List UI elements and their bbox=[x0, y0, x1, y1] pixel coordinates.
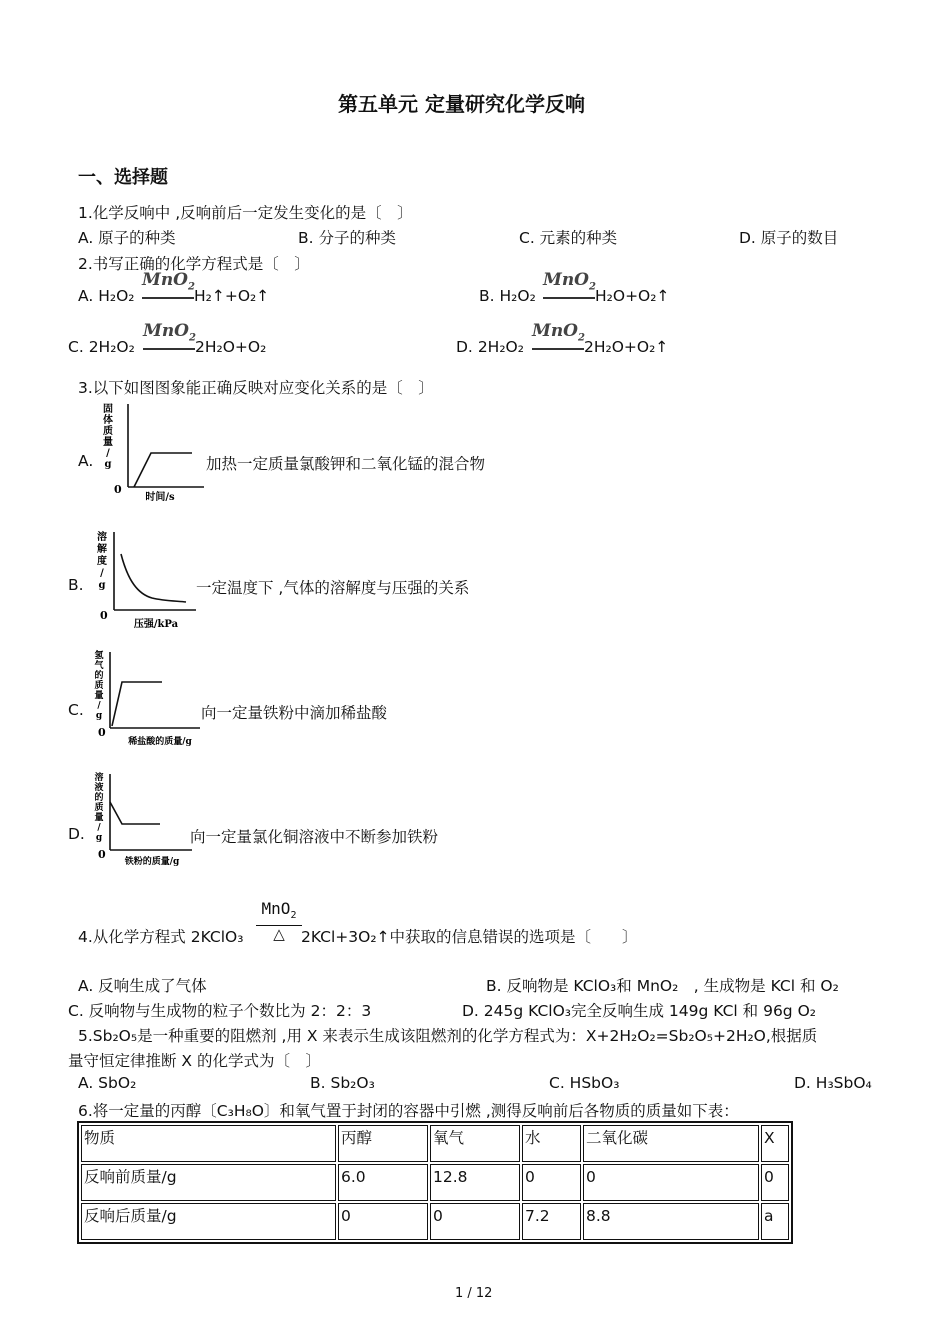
q2-b-label: B. bbox=[479, 287, 495, 305]
q1-option-b[interactable]: B. 分子的种类 bbox=[298, 229, 396, 247]
svg-text:稀盐酸的质量/g: 稀盐酸的质量/g bbox=[128, 737, 192, 747]
svg-text:度: 度 bbox=[97, 556, 107, 567]
q2-b-left: H₂O₂ bbox=[499, 287, 536, 305]
q2-stem: 2.书写正确的化学方程式是〔 〕 bbox=[78, 255, 310, 273]
q6-mass-table bbox=[77, 1121, 793, 1244]
svg-text:固: 固 bbox=[103, 404, 113, 415]
table-cell: a bbox=[761, 1203, 789, 1240]
svg-text:质: 质 bbox=[94, 681, 104, 691]
svg-text:质: 质 bbox=[94, 803, 104, 813]
svg-text:量: 量 bbox=[103, 437, 113, 448]
q2-b-condition: MnO$_2$ bbox=[543, 271, 595, 299]
q2-a-label: A. bbox=[78, 287, 94, 305]
table-cell: 反响前质量/g bbox=[81, 1164, 336, 1201]
q2-option-a[interactable] bbox=[78, 287, 135, 305]
svg-text:g: g bbox=[95, 833, 103, 843]
q3-c-label[interactable]: C. bbox=[68, 701, 84, 719]
q3-a-graph bbox=[96, 398, 206, 504]
q3-c-ylabel bbox=[94, 649, 104, 721]
q5-option-b[interactable]: B. Sb₂O₃ bbox=[310, 1074, 375, 1092]
table-cell: 12.8 bbox=[430, 1164, 520, 1201]
q3-d-text: 向一定量氯化铜溶液中不断参加铁粉 bbox=[190, 828, 439, 846]
q3-d-ylabel bbox=[94, 771, 103, 843]
q5-option-a[interactable]: A. SbO₂ bbox=[78, 1074, 137, 1092]
svg-text:时间/s: 时间/s bbox=[145, 492, 175, 503]
q2-a-left: H₂O₂ bbox=[98, 287, 135, 305]
svg-text:体: 体 bbox=[103, 415, 113, 426]
q2-option-d[interactable] bbox=[456, 338, 524, 356]
svg-text:g: g bbox=[104, 459, 112, 470]
table-cell: 0 bbox=[761, 1164, 789, 1201]
q2-c-condition: MnO$_2$ bbox=[143, 322, 195, 350]
q5-option-d[interactable]: D. H₃SbO₄ bbox=[794, 1074, 872, 1092]
q2-option-c[interactable] bbox=[68, 338, 135, 356]
svg-text:压强/kPa: 压强/kPa bbox=[133, 619, 179, 630]
table-cell: 0 bbox=[430, 1203, 520, 1240]
table-row bbox=[81, 1164, 789, 1201]
q2-b-right: H₂O+O₂↑ bbox=[595, 287, 670, 305]
q2-a-condition: MnO$_2$ bbox=[142, 271, 194, 299]
q6-stem: 6.将一定量的丙醇〔C₃H₈O〕和氧气置于封闭的容器中引燃 ,测得反响前后各物质的质量如下表： bbox=[78, 1102, 739, 1120]
q5-stem-line1: 5.Sb₂O₅是一种重要的阻燃剂 ,用 X 来表示生成该阻燃剂的化学方程式为：X+2H₂O₂=Sb₂O₅+2H₂O,根据质 bbox=[78, 1027, 818, 1045]
svg-text:气: 气 bbox=[94, 661, 104, 671]
q1-stem: 1.化学反响中 ,反响前后一定发生变化的是〔 〕 bbox=[78, 204, 413, 222]
q4-option-c[interactable]: C. 反响物与生成物的粒子个数比为 2：2：3 bbox=[68, 1002, 372, 1020]
q2-d-condition: MnO$_2$ bbox=[532, 322, 584, 350]
q2-c-left: 2H₂O₂ bbox=[88, 338, 135, 356]
q4-option-d[interactable]: D. 245g KClO₃完全反响生成 149g KCl 和 96g O₂ bbox=[462, 1002, 816, 1020]
q3-b-ylabel bbox=[97, 530, 108, 591]
q1-option-d[interactable]: D. 原子的数目 bbox=[739, 229, 839, 247]
q2-a-right: H₂↑+O₂↑ bbox=[194, 287, 270, 305]
svg-text:/: / bbox=[97, 823, 101, 833]
section-heading: 一、选择题 bbox=[78, 167, 168, 188]
svg-text:0: 0 bbox=[98, 726, 106, 739]
q4-stem-pre: 4.从化学方程式 2KClO₃ bbox=[78, 928, 244, 946]
svg-text:量: 量 bbox=[94, 691, 104, 701]
q2-d-right: 2H₂O+O₂↑ bbox=[584, 338, 669, 356]
svg-text:质: 质 bbox=[103, 426, 113, 437]
q4-option-b[interactable]: B. 反响物是 KClO₃和 MnO₂ , 生成物是 KCl 和 O₂ bbox=[486, 977, 839, 995]
svg-text:的: 的 bbox=[94, 671, 104, 681]
svg-text:0: 0 bbox=[98, 848, 106, 861]
table-header-cell: 二氧化碳 bbox=[583, 1125, 759, 1162]
table-cell: 0 bbox=[338, 1203, 428, 1240]
heat-symbol: △ bbox=[273, 925, 285, 944]
q4-condition: MnO$_2$ △ bbox=[256, 900, 302, 942]
q3-stem: 3.以下如图图象能正确反映对应变化关系的是〔 〕 bbox=[78, 379, 434, 397]
table-header-cell: 丙醇 bbox=[338, 1125, 428, 1162]
q5-option-c[interactable]: C. HSbO₃ bbox=[549, 1074, 620, 1092]
table-cell: 反响后质量/g bbox=[81, 1203, 336, 1240]
q3-a-text: 加热一定质量氯酸钾和二氧化锰的混合物 bbox=[206, 455, 486, 473]
table-header-row bbox=[81, 1125, 789, 1162]
q2-c-label: C. bbox=[68, 338, 84, 356]
svg-text:溶: 溶 bbox=[94, 773, 104, 783]
q2-d-left: 2H₂O₂ bbox=[477, 338, 524, 356]
table-header-cell: 氧气 bbox=[430, 1125, 520, 1162]
q1-option-c[interactable]: C. 元素的种类 bbox=[519, 229, 618, 247]
q3-b-label[interactable]: B. bbox=[68, 576, 84, 594]
svg-text:0: 0 bbox=[114, 483, 122, 496]
svg-text:溶: 溶 bbox=[97, 532, 107, 543]
table-cell: 0 bbox=[522, 1164, 581, 1201]
q2-d-label: D. bbox=[456, 338, 473, 356]
q3-b-text: 一定温度下 ,气体的溶解度与压强的关系 bbox=[196, 579, 470, 597]
q3-d-label[interactable]: D. bbox=[68, 825, 85, 843]
q3-c-graph bbox=[88, 648, 206, 752]
q5-stem-line2: 量守恒定律推断 X 的化学式为〔 〕 bbox=[68, 1052, 321, 1070]
svg-text:g: g bbox=[98, 580, 106, 591]
svg-text:氢: 氢 bbox=[94, 651, 104, 661]
table-cell: 7.2 bbox=[522, 1203, 581, 1240]
page-number: 1 / 12 bbox=[455, 1286, 493, 1301]
q3-c-text: 向一定量铁粉中滴加稀盐酸 bbox=[201, 704, 388, 722]
svg-text:量: 量 bbox=[94, 813, 104, 823]
q3-b-graph bbox=[90, 526, 200, 630]
svg-text:g: g bbox=[95, 711, 103, 721]
q3-a-label[interactable]: A. bbox=[78, 452, 94, 470]
page-title: 第五单元 定量研究化学反响 bbox=[338, 92, 585, 116]
table-cell: 6.0 bbox=[338, 1164, 428, 1201]
svg-text:解: 解 bbox=[97, 544, 107, 555]
table-cell: 8.8 bbox=[583, 1203, 759, 1240]
svg-text:0: 0 bbox=[100, 609, 108, 622]
q3-d-graph bbox=[88, 770, 198, 870]
q4-option-a[interactable]: A. 反响生成了气体 bbox=[78, 977, 207, 995]
q3-a-ylabel bbox=[103, 402, 113, 470]
table-header-cell: 水 bbox=[522, 1125, 581, 1162]
svg-text:/: / bbox=[100, 568, 104, 579]
svg-text:的: 的 bbox=[94, 793, 104, 803]
q1-option-a[interactable]: A. 原子的种类 bbox=[78, 229, 176, 247]
svg-text:铁粉的质量/g: 铁粉的质量/g bbox=[124, 857, 180, 867]
table-header-cell: 物质 bbox=[81, 1125, 336, 1162]
q4-stem-post: 2KCl+3O₂↑中获取的信息错误的选项是〔 〕 bbox=[301, 928, 638, 946]
svg-text:/: / bbox=[106, 448, 110, 459]
table-header-cell: X bbox=[761, 1125, 789, 1162]
table-row bbox=[81, 1203, 789, 1240]
q2-option-b[interactable] bbox=[479, 287, 536, 305]
q2-c-right: 2H₂O+O₂ bbox=[195, 338, 267, 356]
table-cell: 0 bbox=[583, 1164, 759, 1201]
svg-text:液: 液 bbox=[94, 783, 104, 793]
svg-text:/: / bbox=[97, 701, 101, 711]
